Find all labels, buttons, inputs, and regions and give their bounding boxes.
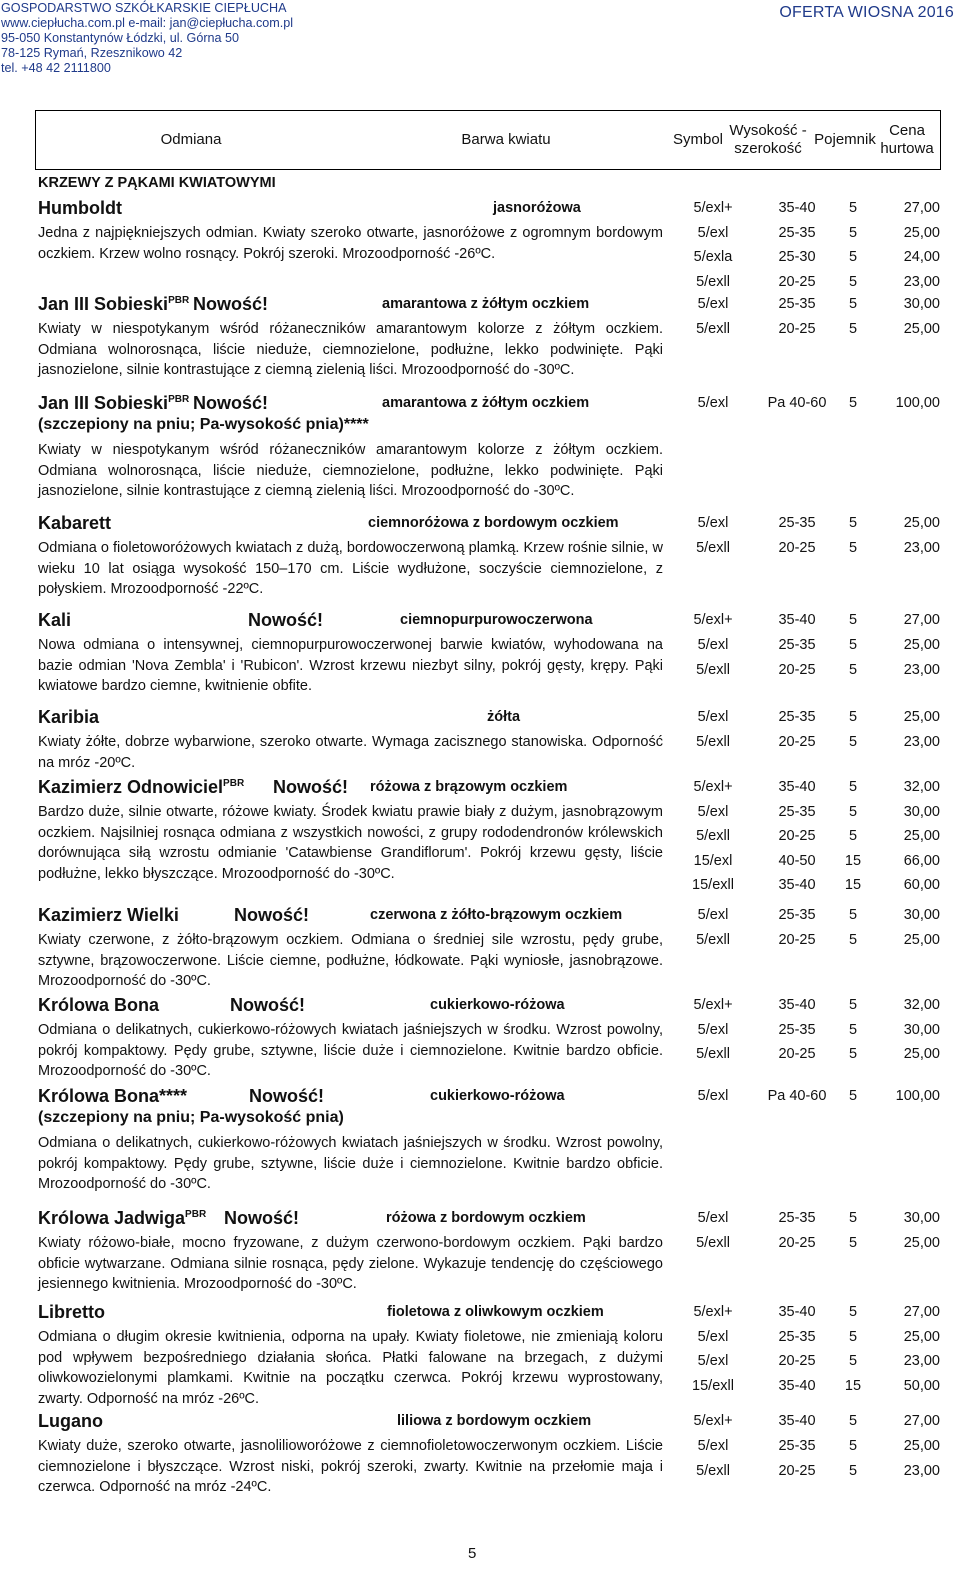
- variety-name: [38, 1208, 206, 1229]
- variety-description: Nowa odmiana o intensywnej, ciemnopurpurowoczerwonej barwie kwiatów, wyhodowana na bazie odmian 'Nova Zembla' i 'Rubicon'. Wzrost krzewu niezbyt silny, pokrój gęsty, krępy. Pąki kwiatowe bardzo ciemne, kwitnienie obfite.: [38, 637, 663, 694]
- container: 5: [848, 395, 858, 411]
- variety-name-text: Karibia: [38, 707, 100, 727]
- variety-description: Kwiaty duże, szeroko otwarte, jasnolilioworóżowe z ciemnofioletowoczerwonym oczkiem. Liście ciemnozielone i błyszczące. Wzrost niski, pokrój szeroki, zwarty. Kwitnie na przełomie maja i czerwca. Odporność na mróz -24ºC.: [38, 1438, 663, 1495]
- symbol: 15/exl: [693, 852, 733, 869]
- section-title: KRZEWY Z PĄKAMI KWIATOWYMI: [38, 175, 276, 191]
- container: 5: [848, 273, 858, 290]
- variety-description: Bardzo duże, silnie otwarte, różowe kwiaty. Środek kwiatu prawie biały z dużym, jasnobrązowym oczkiem. Najsilniej rosnąca odmiana z wszystkich nowości, z grupy rododendronów królewskich dorównująca siłą wzrostu odmianie 'Catawbiense Grandiflorum'. Pokrój krzewu gęsty, liście podłużne, lekko błyszczące. Mrozoodporność do -30ºC.: [38, 804, 663, 882]
- symbol: 5/exll: [696, 662, 730, 678]
- pbr-mark: PBR: [185, 1209, 207, 1220]
- variety-name-text: Kazimierz Odnowiciel: [38, 777, 224, 797]
- symbol: 5/exl+: [693, 779, 733, 795]
- price-row: [668, 296, 938, 316]
- variety-description: Kwiaty żółte, dobrze wybarwione, szeroko otwarte. Wymaga zacisznego stanowiska. Odporność na mróz -20ºC.: [38, 734, 663, 771]
- price-row: [668, 225, 938, 245]
- height-width: 20-25: [778, 734, 816, 750]
- height-width: 25-35: [778, 1021, 816, 1038]
- price-row: [668, 1438, 938, 1458]
- price: 27,00: [903, 1413, 940, 1429]
- price-row: [668, 1210, 938, 1230]
- flower-color: ciemnopurpurowoczerwona: [400, 612, 593, 628]
- symbol: 5/exl+: [693, 997, 733, 1013]
- variety-name-text: Libretto: [38, 1302, 105, 1322]
- price: 27,00: [903, 612, 940, 628]
- variety-name: [38, 610, 71, 631]
- price: 25,00: [903, 637, 940, 653]
- col-odmiana: Odmiana: [160, 131, 222, 148]
- height-width: 20-25: [778, 320, 816, 337]
- variety-name-text: Kazimierz Wielki: [38, 905, 179, 925]
- container: 5: [848, 662, 858, 678]
- price-row: [668, 804, 938, 824]
- company-address-2: 78-125 Rymań, Rzesznikowo 42: [1, 46, 183, 60]
- container: 5: [848, 803, 858, 820]
- col-wysokosc: Wysokość - szerokość: [729, 122, 807, 157]
- container: 5: [848, 224, 858, 241]
- height-width: 20-25: [778, 540, 816, 556]
- price: 25,00: [903, 515, 940, 531]
- price: 23,00: [903, 734, 940, 750]
- price: 50,00: [903, 1377, 940, 1394]
- height-width: 25-35: [778, 1438, 816, 1454]
- height-width: 20-25: [778, 662, 816, 678]
- company-web-email: www.ciepłucha.com.pl e-mail: jan@ciepłucha.com.pl: [1, 16, 294, 30]
- symbol: 5/exl: [697, 1353, 729, 1369]
- container: 5: [848, 1413, 858, 1429]
- height-width: 35-40: [778, 200, 816, 216]
- symbol: 5/exl: [697, 395, 729, 411]
- symbol: 5/exl+: [693, 612, 733, 628]
- flower-color: ciemnoróżowa z bordowym oczkiem: [368, 515, 619, 531]
- variety-name: [38, 1086, 187, 1107]
- symbol: 5/exl: [697, 709, 729, 725]
- price-row: [668, 1378, 938, 1398]
- symbol: 5/exl: [697, 1328, 729, 1345]
- price-row: [668, 1304, 938, 1324]
- variety-name-text: Królowa Bona: [38, 995, 160, 1015]
- symbol: 5/exll: [696, 828, 730, 844]
- price-row: [668, 1413, 938, 1433]
- price-row: [668, 1353, 938, 1373]
- container: 5: [848, 1210, 858, 1226]
- price: 66,00: [903, 852, 940, 869]
- offer-title: OFERTA WIOSNA 2016: [779, 4, 954, 21]
- price: 25,00: [903, 1328, 940, 1345]
- container: 5: [848, 1235, 858, 1251]
- variety-description: Kwiaty w niespotykanym wśród różaneczników amarantowym kolorze z żółtym oczkiem. Odmiana wolnorosnąca, liście nieduże, ciemnozielone, podłużne, lekko podwinięte. Pąki jasnozielone, silnie kontrastujące z ciemną zielenią liści. Mrozoodporność do -30ºC.: [38, 321, 663, 378]
- variety-name: [38, 294, 189, 315]
- height-width: 35-40: [778, 1304, 816, 1320]
- variety-description: Odmiana o długim okresie kwitnienia, odporna na upały. Kwiaty fioletowe, nie zmieniają koloru pod wpływem bezpośredniego działania słońca. Płatki falowane na brzegach, z dużymi oliwkowozielonymi plamkami. Kwitnie na początku czerwca. Pokrój krzewu wyprostowany, zwarty. Odporność na mróz -26ºC.: [38, 1329, 663, 1407]
- height-width: 35-40: [778, 779, 816, 795]
- container: 5: [848, 1088, 858, 1104]
- variety-name-text: Humboldt: [38, 198, 122, 218]
- symbol: 5/exll: [696, 734, 730, 750]
- container: 5: [848, 612, 858, 628]
- container: 5: [848, 296, 858, 312]
- variety-description: Jedna z najpiękniejszych odmian. Kwiaty szeroko otwarte, jasnoróżowe z ogromnym bordowym oczkiem. Krzew wolno rosnący. Pokrój szeroki. Mrozoodporność -26ºC.: [38, 225, 663, 262]
- price-row: [668, 997, 938, 1017]
- height-width: 35-40: [778, 1413, 816, 1429]
- symbol: 5/exl: [697, 637, 729, 653]
- price: 25,00: [903, 1235, 940, 1251]
- company-name: GOSPODARSTWO SZKÓŁKARSKIE CIEPŁUCHA: [1, 1, 287, 15]
- height-width: 40-50: [778, 852, 816, 869]
- variety-name: [38, 905, 179, 926]
- height-width: 20-25: [778, 932, 816, 948]
- new-badge: Nowość!: [193, 393, 269, 413]
- variety-name: [38, 1302, 105, 1323]
- height-width: 20-25: [778, 828, 816, 844]
- height-width: 25-35: [778, 1210, 816, 1226]
- container: 5: [848, 1353, 858, 1369]
- container: 5: [848, 1021, 858, 1038]
- price: 60,00: [903, 877, 940, 893]
- flower-color: żółta: [487, 709, 521, 725]
- flower-color: różowa z brązowym oczkiem: [370, 779, 568, 795]
- symbol: 5/exll: [696, 320, 730, 337]
- price-row: [668, 515, 938, 535]
- price: 25,00: [903, 224, 940, 241]
- new-badge: Nowość!: [248, 610, 324, 630]
- height-width: 25-35: [778, 637, 816, 653]
- flower-color: fioletowa z oliwkowym oczkiem: [387, 1304, 604, 1320]
- variety-description: Kwiaty czerwone, z żółto-brązowym oczkiem. Odmiana o średniej sile wzrostu, pędy grube, sztywne, brązowoczerwone. Liście ciemne, podłużne, łódkowate. Pąki wyniosłe, jasnobrązowe. Mrozoodporność do -30ºC.: [38, 932, 663, 989]
- height-width: 35-40: [778, 612, 816, 628]
- symbol: 5/exl+: [693, 1413, 733, 1429]
- flower-color: amarantowa z żółtym oczkiem: [382, 296, 590, 312]
- container: 5: [848, 907, 858, 923]
- variety-description: Odmiana o fioletoworóżowych kwiatach z dużą, bordowoczerwoną plamką. Krzew rośnie silnie, w wieku 10 lat osiąga wysokość 150–170 cm. Liście wydłużone, soczyście ciemnozielone, z połyskiem. Mrozoodporność -22ºC.: [38, 540, 663, 597]
- variety-name-text: Królowa Jadwiga: [38, 1208, 186, 1228]
- height-width: 20-25: [778, 1463, 816, 1479]
- variety-name: [38, 198, 122, 219]
- price-row: [668, 249, 938, 269]
- price: 30,00: [903, 803, 940, 820]
- price: 27,00: [903, 1304, 940, 1320]
- variety-name: [38, 513, 111, 534]
- company-info: [1, 1, 293, 76]
- price-row: [668, 1088, 938, 1108]
- container: 5: [848, 540, 858, 556]
- price-row: [668, 1235, 938, 1255]
- height-width: 20-25: [778, 1235, 816, 1251]
- container: 5: [848, 320, 858, 337]
- symbol: 5/exl: [697, 1088, 729, 1104]
- variety-subtitle: (szczepiony na pniu; Pa-wysokość pnia): [38, 1109, 344, 1126]
- company-phone: tel. +48 42 2111800: [1, 61, 111, 75]
- container: 5: [848, 200, 858, 216]
- symbol: 5/exl: [697, 1210, 729, 1226]
- new-badge: Nowość!: [273, 777, 349, 797]
- price: 25,00: [903, 932, 940, 948]
- price-row: [668, 828, 938, 848]
- price-row: [668, 662, 938, 682]
- col-cena: Cena hurtowa: [880, 122, 934, 157]
- col-pojemnik: Pojemnik: [814, 131, 876, 148]
- variety-name: [38, 995, 159, 1016]
- page-number: 5: [468, 1545, 477, 1562]
- height-width: 25-35: [778, 296, 816, 312]
- height-width: 20-25: [778, 1353, 816, 1369]
- container: 5: [848, 828, 858, 844]
- price: 23,00: [903, 1463, 940, 1479]
- container: 5: [848, 1438, 858, 1454]
- height-width: 25-35: [778, 803, 816, 820]
- height-width: 25-35: [778, 1328, 816, 1345]
- price: 27,00: [903, 200, 940, 216]
- variety-name-text: Jan III Sobieski: [38, 294, 169, 314]
- price: 30,00: [903, 907, 940, 923]
- variety-name: [38, 777, 244, 798]
- new-badge: Nowość!: [234, 905, 310, 925]
- price-row: [668, 1463, 938, 1483]
- flower-color: czerwona z żółto-brązowym oczkiem: [370, 907, 623, 923]
- price: 23,00: [903, 662, 940, 678]
- container: 5: [848, 709, 858, 725]
- container: 5: [848, 932, 858, 948]
- symbol: 5/exll: [696, 1235, 730, 1251]
- symbol: 5/exl+: [693, 1304, 733, 1320]
- price: 23,00: [903, 273, 940, 290]
- height-width: 25-35: [778, 515, 816, 531]
- variety-description: Kwiaty w niespotykanym wśród różaneczników amarantowym kolorze z żółtym oczkiem. Odmiana wolnorosnąca, liście nieduże, ciemnozielone, podłużne, lekko podwinięte. Pąki jasnozielone, silnie kontrastujące z ciemną zielenią liści. Mrozoodporność do -30ºC.: [38, 442, 663, 499]
- flower-color: jasnoróżowa: [493, 200, 581, 216]
- symbol: 5/exla: [693, 249, 733, 265]
- price: 30,00: [903, 1210, 940, 1226]
- symbol: 15/exll: [692, 877, 734, 893]
- container: 5: [848, 249, 858, 265]
- container: 5: [848, 637, 858, 653]
- pbr-mark: PBR: [168, 295, 190, 306]
- container: 5: [848, 779, 858, 795]
- price: 25,00: [903, 709, 940, 725]
- price-row: [668, 709, 938, 729]
- symbol: 5/exl: [697, 515, 729, 531]
- symbol: 5/exll: [696, 540, 730, 556]
- flower-color: amarantowa z żółtym oczkiem: [382, 395, 590, 411]
- price: 30,00: [903, 296, 940, 312]
- price-row: [668, 395, 938, 415]
- variety-name: [38, 393, 189, 414]
- height-width: 25-35: [778, 224, 816, 241]
- flower-color: różowa z bordowym oczkiem: [386, 1210, 586, 1226]
- price-row: [668, 1329, 938, 1349]
- pbr-mark: PBR: [223, 778, 245, 789]
- col-symbol: Symbol: [672, 131, 724, 148]
- price-row: [668, 321, 938, 341]
- price: 25,00: [903, 1438, 940, 1454]
- container: 15: [844, 877, 862, 893]
- height-width: 35-40: [778, 877, 816, 893]
- height-width: 20-25: [778, 273, 816, 290]
- variety-description: Odmiana o delikatnych, cukierkowo-różowych kwiatach jaśniejszych w środku. Wzrost powolny, pokrój kompaktowy. Pędy grube, sztywne, liście duże i ciemnozielone. Kwitnie bardzo obficie. Mrozoodporność do -30ºC.: [38, 1022, 663, 1079]
- height-width: Pa 40-60: [767, 1088, 827, 1104]
- variety-description: Kwiaty różowo-białe, mocno fryzowane, z dużym czerwono-bordowym oczkiem. Pąki bardzo obficie wytwarzane. Odmiana silnie rosnąca, pędy zielone. Wykazuje tendencję do częściowego jesiennego kwitnienia. Mrozoodporność do -30ºC.: [38, 1235, 663, 1292]
- price: 24,00: [903, 249, 940, 265]
- variety-name: [38, 707, 99, 728]
- variety-name: [38, 1411, 103, 1432]
- symbol: 5/exl: [697, 1438, 729, 1454]
- price-row: [668, 274, 938, 294]
- symbol: 5/exll: [696, 932, 730, 948]
- container: 5: [848, 1328, 858, 1345]
- container: 15: [844, 852, 862, 869]
- price: 25,00: [903, 320, 940, 337]
- height-width: 25-35: [778, 907, 816, 923]
- variety-description: Odmiana o delikatnych, cukierkowo-różowych kwiatach jaśniejszych w środku. Wzrost powolny, pokrój kompaktowy. Pędy grube, sztywne, liście duże i ciemnozielone. Kwitnie bardzo obficie. Mrozoodporność do -30ºC.: [38, 1135, 663, 1192]
- variety-subtitle: (szczepiony na pniu; Pa-wysokość pnia)****: [38, 416, 369, 433]
- price: 23,00: [903, 540, 940, 556]
- price: 32,00: [903, 779, 940, 795]
- price: 25,00: [903, 1046, 940, 1062]
- price-row: [668, 932, 938, 952]
- price: 100,00: [895, 1088, 940, 1104]
- price: 32,00: [903, 997, 940, 1013]
- col-barwa: Barwa kwiatu: [461, 131, 551, 148]
- price-row: [668, 637, 938, 657]
- price-row: [668, 734, 938, 754]
- container: 5: [848, 734, 858, 750]
- price: 25,00: [903, 828, 940, 844]
- height-width: 35-40: [778, 1377, 816, 1394]
- container: 5: [848, 1463, 858, 1479]
- symbol: 5/exll: [696, 273, 730, 290]
- price: 23,00: [903, 1353, 940, 1369]
- container: 15: [844, 1377, 862, 1394]
- flower-color: cukierkowo-różowa: [430, 1088, 565, 1104]
- container: 5: [848, 1304, 858, 1320]
- container: 5: [848, 1046, 858, 1062]
- price-row: [668, 1046, 938, 1066]
- price: 100,00: [895, 395, 940, 411]
- symbol: 5/exll: [696, 1463, 730, 1479]
- flower-color: liliowa z bordowym oczkiem: [397, 1413, 592, 1429]
- new-badge: Nowość!: [230, 995, 306, 1015]
- container: 5: [848, 515, 858, 531]
- height-width: 25-30: [778, 249, 816, 265]
- price-row: [668, 907, 938, 927]
- price-row: [668, 853, 938, 873]
- variety-name-text: Jan III Sobieski: [38, 393, 169, 413]
- pbr-mark: PBR: [168, 394, 190, 405]
- price-row: [668, 877, 938, 897]
- variety-name-text: Kabarett: [38, 513, 112, 533]
- new-badge: Nowość!: [193, 294, 269, 314]
- container: 5: [848, 997, 858, 1013]
- symbol: 5/exl+: [693, 200, 733, 216]
- height-width: Pa 40-60: [767, 395, 827, 411]
- height-width: 25-35: [778, 709, 816, 725]
- variety-name-text: Królowa Bona****: [38, 1086, 188, 1106]
- price-row: [668, 612, 938, 632]
- price-row: [668, 1022, 938, 1042]
- variety-name-text: Kali: [38, 610, 72, 630]
- price-row: [668, 540, 938, 560]
- price-row: [668, 200, 938, 220]
- height-width: 20-25: [778, 1046, 816, 1062]
- flower-color: cukierkowo-różowa: [430, 997, 565, 1013]
- company-address-1: 95-050 Konstantynów Łódzki, ul. Górna 50: [1, 31, 240, 45]
- symbol: 5/exl: [697, 907, 729, 923]
- symbol: 5/exl: [697, 1021, 729, 1038]
- table-header: [35, 110, 941, 170]
- symbol: 15/exll: [692, 1377, 734, 1394]
- symbol: 5/exll: [696, 1046, 730, 1062]
- symbol: 5/exl: [697, 296, 729, 312]
- variety-name-text: Lugano: [38, 1411, 103, 1431]
- symbol: 5/exl: [697, 803, 729, 820]
- new-badge: Nowość!: [224, 1208, 300, 1228]
- new-badge: Nowość!: [249, 1086, 325, 1106]
- height-width: 35-40: [778, 997, 816, 1013]
- price: 30,00: [903, 1021, 940, 1038]
- symbol: 5/exl: [697, 224, 729, 241]
- price-row: [668, 779, 938, 799]
